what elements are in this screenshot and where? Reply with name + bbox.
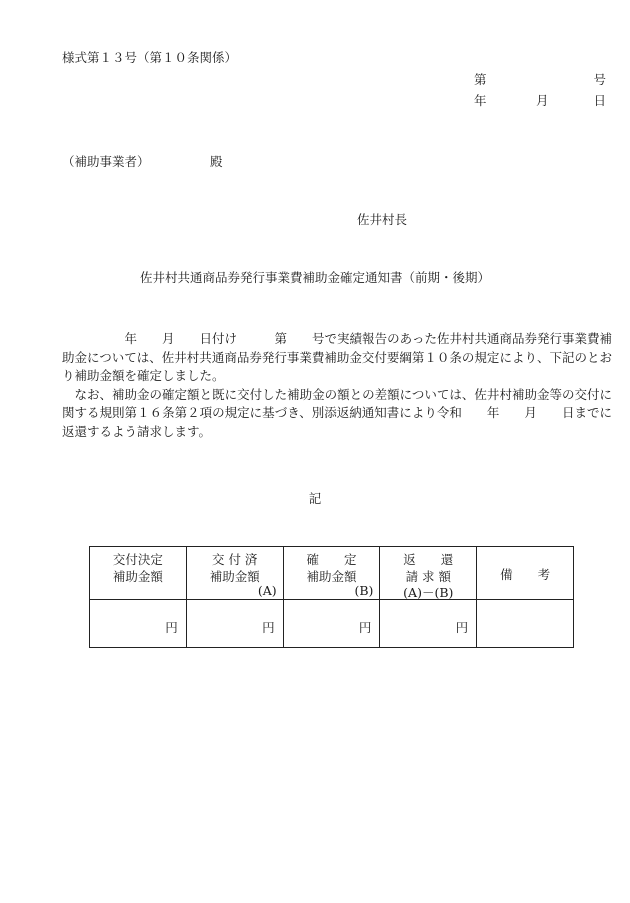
document-title: 佐井村共通商品券発行事業費補助金確定通知書（前期・後期） <box>139 270 490 285</box>
date-year: 年 <box>474 93 487 108</box>
header-line: 請 求 額 <box>405 569 452 584</box>
header-confirmed-amount <box>283 547 380 600</box>
reference-go: 号 <box>593 72 606 87</box>
header-marker: (A) <box>257 583 277 598</box>
header-paid-amount <box>186 547 283 600</box>
body-paragraph-1: 年 月 日付け 第 号で実績報告のあった佐井村共通商品券発行事業費補助金については、佐井村共通商品券発行事業費補助金交付要綱第１０条の規定により、下記のとおり補助金額を確定しました。 <box>62 331 612 384</box>
header-remarks <box>477 547 574 600</box>
header-line: 返 還 <box>403 552 454 567</box>
value-paid-amount: 円 <box>186 600 283 648</box>
value-refund-amount: 円 <box>380 600 477 648</box>
body-text <box>62 330 612 442</box>
value-confirmed-amount: 円 <box>283 600 380 648</box>
header-line: 備 考 <box>500 567 551 582</box>
recipient-line <box>62 152 223 170</box>
header-line: 交 付 済 <box>211 552 258 567</box>
date-day: 日 <box>593 93 606 108</box>
form-number: 様式第１３号（第１０条関係） <box>62 50 238 65</box>
sender-name: 佐井村長 <box>357 212 408 227</box>
header-grant-decision-amount <box>90 547 187 600</box>
recipient-honorific: 殿 <box>210 154 223 169</box>
header-refund-amount <box>380 547 477 600</box>
header-line: 補助金額 <box>209 569 260 584</box>
header-marker: (A)－(B) <box>403 585 454 600</box>
table-value-row <box>90 600 574 648</box>
header-marker: (B) <box>354 583 374 598</box>
ki-heading: 記 <box>308 491 322 506</box>
value-remarks <box>477 600 574 648</box>
amount-table <box>89 546 574 648</box>
date-month: 月 <box>536 93 549 108</box>
value-grant-decision-amount: 円 <box>90 600 187 648</box>
header-line: 確 定 <box>306 552 357 567</box>
recipient-name: （補助事業者） <box>62 154 150 169</box>
reference-dai: 第 <box>474 72 487 87</box>
header-line: 交付決定 <box>112 552 163 567</box>
header-line: 補助金額 <box>306 569 357 584</box>
table-header-row <box>90 547 574 600</box>
body-paragraph-2: なお、補助金の確定額と既に交付した補助金の額との差額については、佐井村補助金等の交付に関する規則第１６条第２項の規定に基づき、別添返納通知書により令和 年 月 日までに返還するよう請求します。 <box>62 386 612 439</box>
header-line: 補助金額 <box>112 569 163 584</box>
